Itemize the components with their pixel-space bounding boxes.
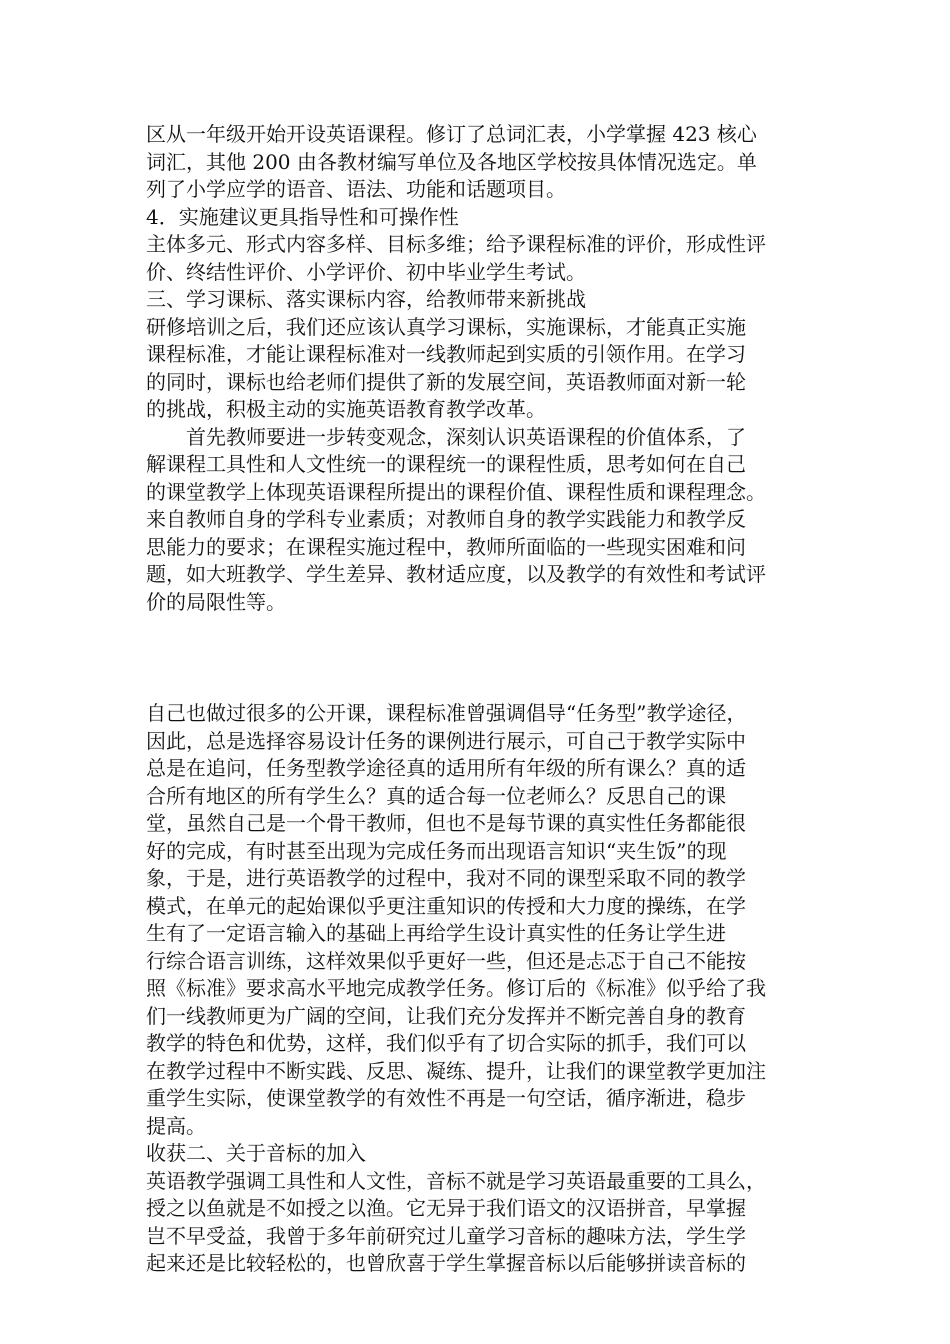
- text-line: 总是在追问，任务型教学途径真的适用所有年级的所有课么？真的适: [146, 756, 746, 780]
- text-line: 们一线教师更为广阔的空间，让我们充分发挥并不断完善自身的教育: [146, 1003, 746, 1028]
- text-line: 解课程工具性和人文性统一的课程统一的课程性质，思考如何在自己: [146, 452, 746, 476]
- text-block-upper: [146, 121, 832, 616]
- text-line: 合所有地区的所有学生么？真的适合每一位老师么？反思自己的课: [146, 783, 726, 808]
- text-line: 列了小学应学的语音、语法、功能和话题项目。: [146, 177, 566, 201]
- text-line: 价、终结性评价、小学评价、初中毕业学生考试。: [146, 259, 586, 284]
- text-line: 照《标准》要求高水平地完成教学任务。修订后的《标准》似乎给了我: [146, 976, 766, 1000]
- text-line: 授之以鱼就是不如授之以渔。它无异于我们语文的汉语拼音，早掌握: [146, 1196, 746, 1220]
- text-line: 起来还是比较轻松的，也曾欣喜于学生掌握音标以后能够拼读音标的: [146, 1251, 746, 1275]
- text-line: 的同时，课标也给老师们提供了新的发展空间，英语教师面对新一轮: [146, 369, 746, 394]
- section-heading: 收获二、关于音标的加入: [146, 1141, 366, 1165]
- text-line: 生有了一定语言输入的基础上再给学生设计真实性的任务让学生进: [146, 921, 726, 945]
- text-line: 英语教学强调工具性和人文性，音标不就是学习英语最重要的工具么，: [146, 1168, 766, 1193]
- text-line: 来自教师自身的学科专业素质；对教师自身的教学实践能力和教学反: [146, 507, 746, 531]
- text-line: 象，于是，进行英语教学的过程中，我对不同的课型采取不同的教学: [146, 866, 746, 890]
- text-line: 价的局限性等。: [146, 589, 286, 614]
- text-line: 主体多元、形式内容多样、目标多维；给予课程标准的评价，形成性评: [146, 232, 766, 256]
- text-line: 课程标准，才能让课程标准对一线教师起到实质的引领作用。在学习: [146, 342, 746, 366]
- text-line: 好的完成，有时甚至出现为完成任务而出现语言知识“夹生饭”的现: [146, 838, 727, 863]
- text-block-lower: [146, 700, 832, 1278]
- text-line: 题，如大班教学、学生差异、教材适应度，以及教学的有效性和考试评: [146, 562, 766, 586]
- text-line: 区从一年级开始开设英语课程。修订了总词汇表，小学掌握 423 核心: [146, 122, 757, 146]
- text-line: 词汇，其他 200 由各教材编写单位及各地区学校按具体情况选定。单: [146, 149, 757, 174]
- text-line: 教学的特色和优势，这样，我们似乎有了切合实际的抓手，我们可以: [146, 1031, 746, 1055]
- text-line: 首先教师要进一步转变观念，深刻认识英语课程的价值体系，了: [146, 424, 746, 449]
- text-line: 思能力的要求；在课程实施过程中，教师所面临的一些现实困难和问: [146, 534, 746, 559]
- text-line: 的课堂教学上体现英语课程所提出的课程价值、课程性质和课程理念。: [146, 479, 766, 504]
- text-line: 提高。: [146, 1113, 206, 1138]
- text-line: 因此，总是选择容易设计任务的课例进行展示，可自己于教学实际中: [146, 728, 746, 753]
- text-line: 的挑战，积极主动的实施英语教育教学改革。: [146, 397, 546, 421]
- numbered-heading: 4．实施建议更具指导性和可操作性: [146, 204, 459, 229]
- text-line: 岂不早受益，我曾于多年前研究过儿童学习音标的趣味方法，学生学: [146, 1223, 746, 1248]
- text-line: 堂，虽然自己是一个骨干教师，但也不是每节课的真实性任务都能很: [146, 811, 746, 835]
- text-line: 在教学过程中不断实践、反思、凝练、提升，让我们的课堂教学更加注: [146, 1058, 766, 1083]
- text-line: 研修培训之后，我们还应该认真学习课标，实施课标，才能真正实施: [146, 314, 746, 339]
- section-heading: 三、学习课标、落实课标内容，给教师带来新挑战: [146, 287, 586, 311]
- text-line: 自己也做过很多的公开课，课程标准曾强调倡导“任务型”教学途径，: [146, 701, 747, 725]
- text-line: 重学生实际，使课堂教学的有效性不再是一句空话，循序渐进，稳步: [146, 1086, 746, 1110]
- text-line: 行综合语言训练，这样效果似乎更好一些，但还是忐忑于自己不能按: [146, 948, 746, 973]
- text-line: 模式，在单元的起始课似乎更注重知识的传授和大力度的操练，在学: [146, 893, 746, 918]
